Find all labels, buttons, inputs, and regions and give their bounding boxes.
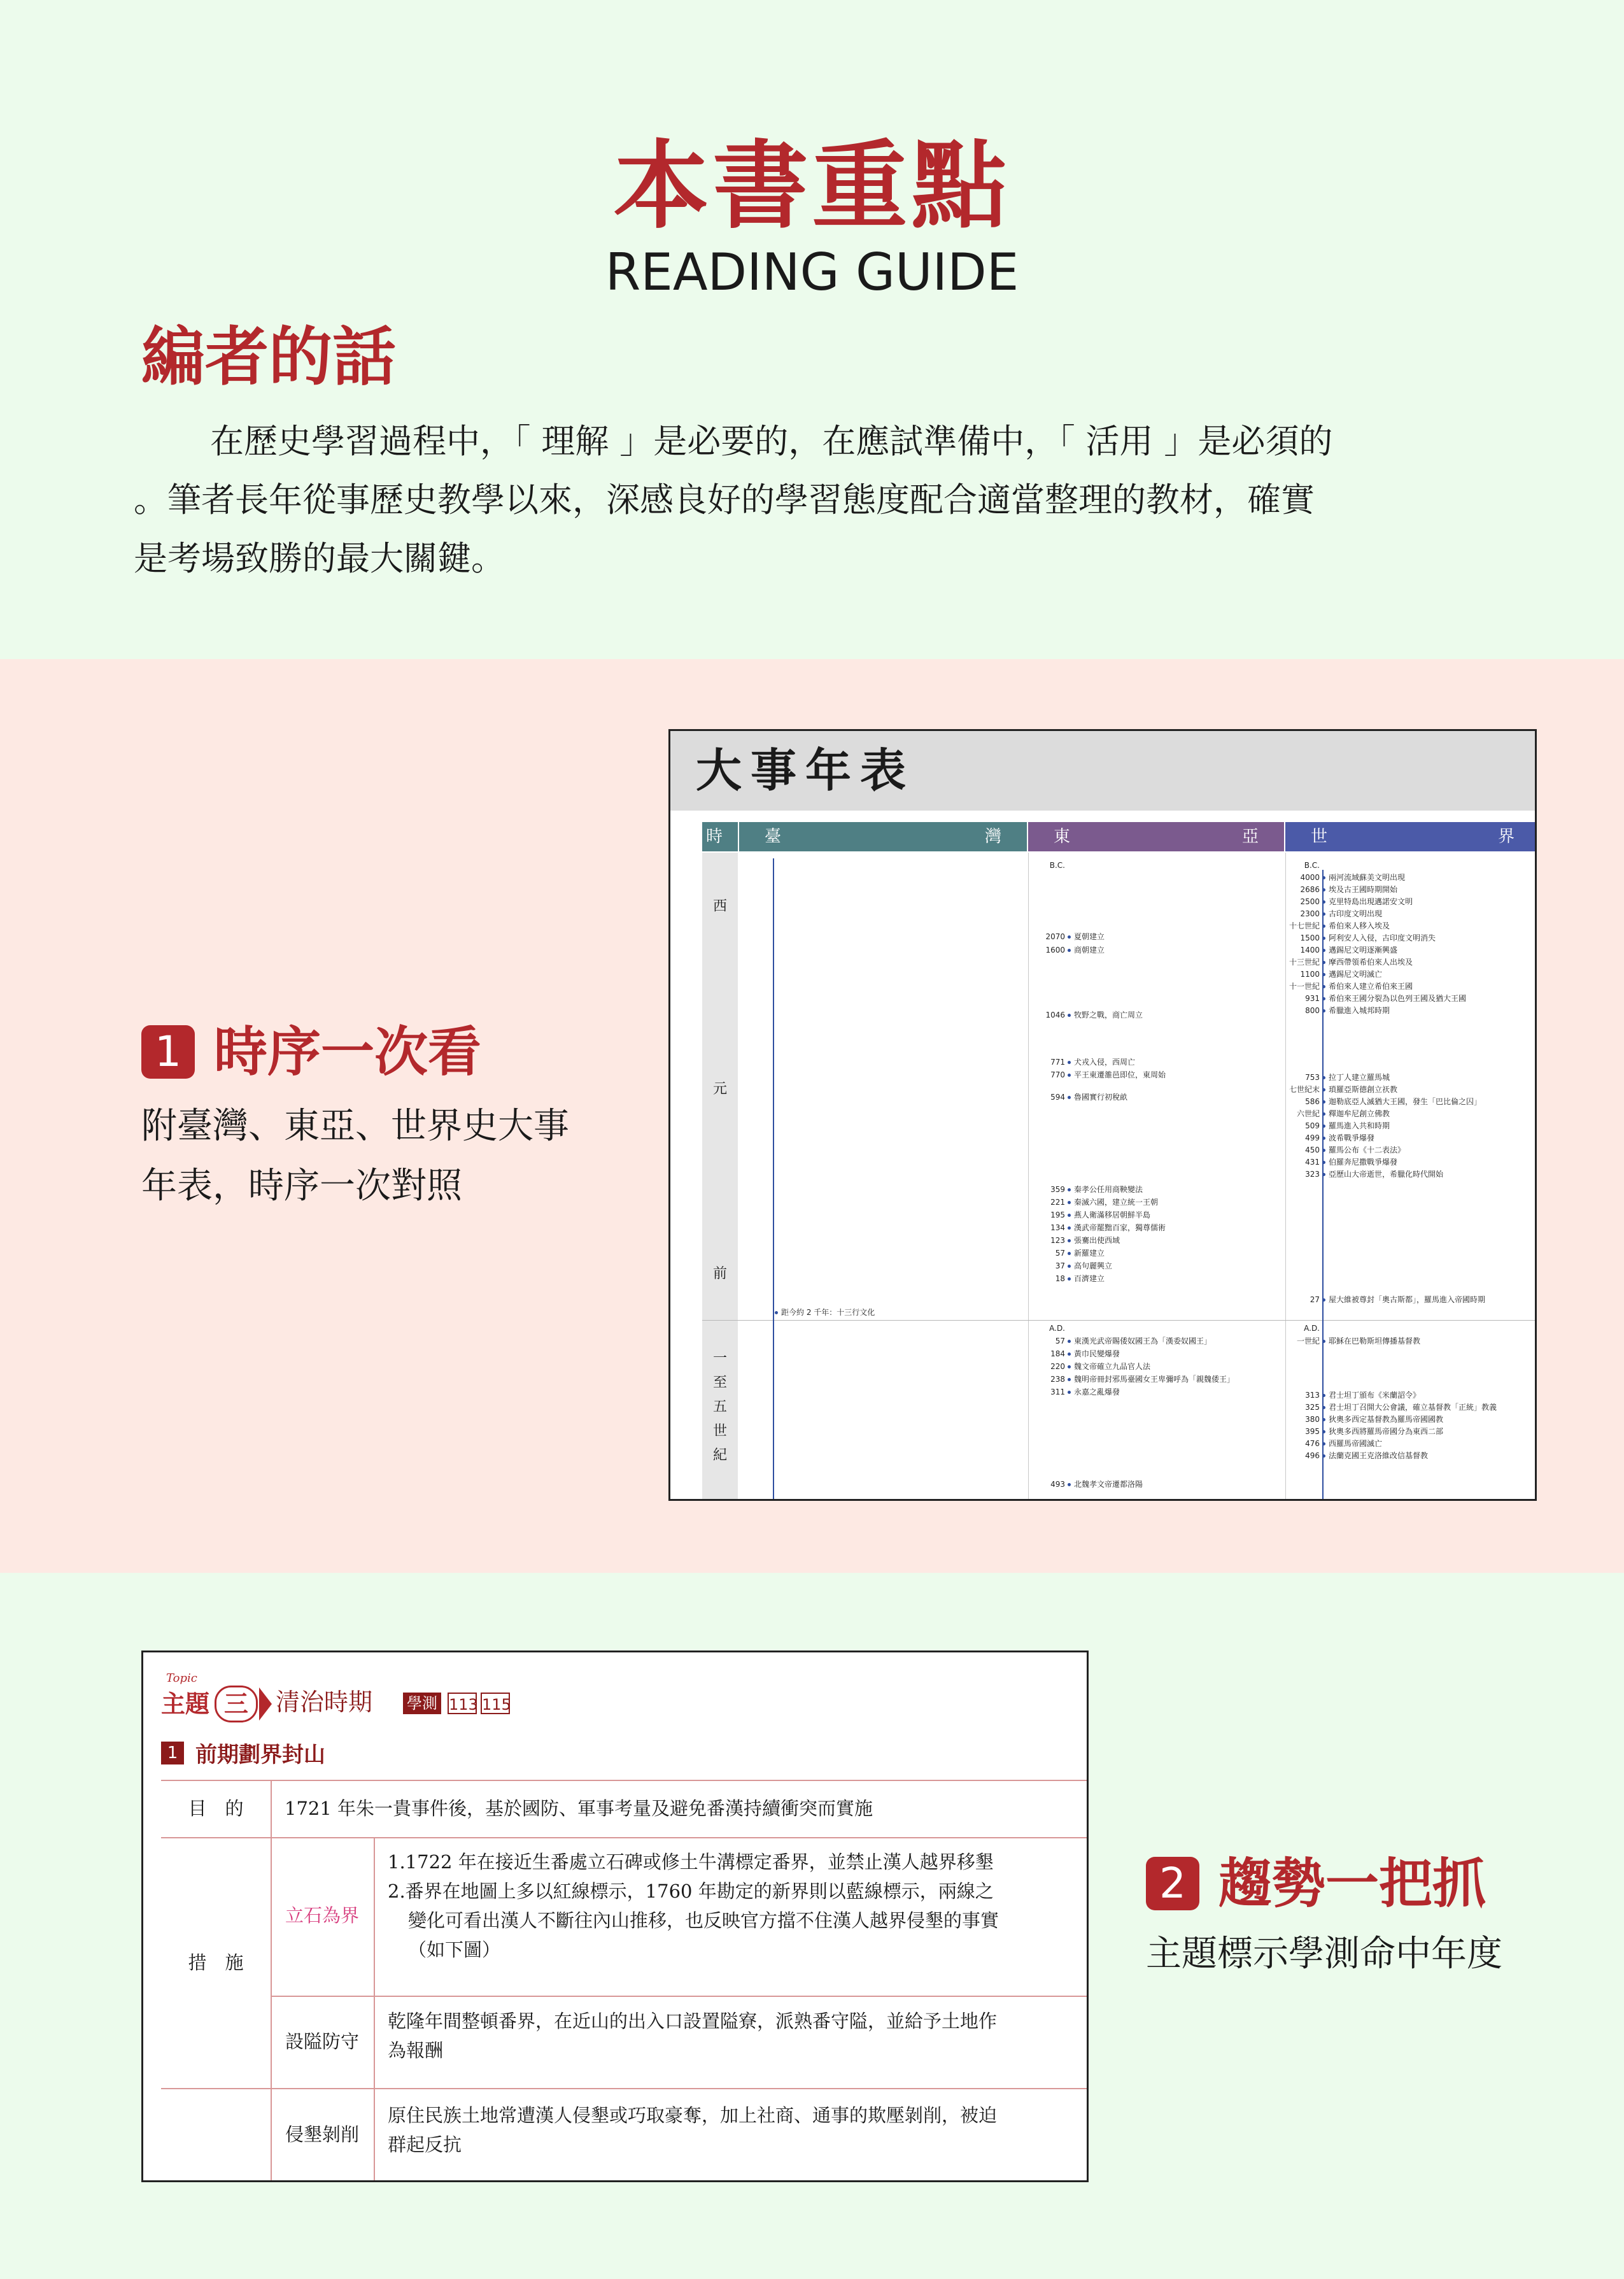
event-text: 秦孝公任用商鞅變法 [1074,1185,1143,1194]
row-head-purpose: 目 的 [188,1798,244,1819]
timeline-preview [668,729,1537,1501]
sub-text-encroach [388,2101,1082,2159]
event-marker-icon [1068,1483,1071,1486]
event-text: 張騫出使西域 [1074,1236,1120,1245]
event-text: 魏文帝確立九品官人法 [1074,1362,1151,1371]
timeline-event [1256,1121,1390,1131]
timeline-event [1256,1133,1374,1143]
event-marker-icon [1322,900,1325,904]
timeline-event [1001,1248,1105,1258]
table-rule [161,2088,1089,2089]
event-text: 迦勒底亞人滅猶大王國，發生「巴比倫之囚」 [1329,1097,1482,1106]
event-text: 魏明帝冊封邪馬臺國女王卑彌呼為「親魏倭王」 [1074,1375,1235,1384]
column-header-time [702,822,738,851]
topic-label-prefix: 主題 [161,1689,210,1718]
timeline-event [1256,1097,1481,1107]
event-year: 57 [1055,1337,1065,1345]
timeline-event [1256,1390,1420,1400]
event-text: 犬戎入侵，西周亡 [1074,1058,1136,1067]
event-text: 魯國實行初稅畝 [1074,1093,1128,1102]
timeline-event [1001,1374,1234,1384]
event-text: 克里特島出現邁諾安文明 [1329,897,1413,906]
event-year: 134 [1050,1223,1065,1232]
event-marker-icon [1068,1340,1071,1343]
timeline-event [1001,1349,1120,1359]
timeline-event [1001,1235,1120,1246]
section-title: 前期劃界封山 [195,1742,325,1768]
event-marker-icon [1322,1454,1325,1458]
taiwan-timeline-line [773,858,774,1501]
event-marker-icon [1322,937,1325,940]
column-header-world [1285,822,1537,851]
row-head-measures: 措 施 [188,1952,244,1973]
event-year: 594 [1050,1093,1065,1102]
feature-1-desc-line: 附臺灣、東亞、世界史大事 [141,1105,569,1147]
event-marker-icon [1068,1074,1071,1077]
event-text: 羅馬公布《十二表法》 [1329,1146,1406,1154]
editor-heading: 編者的話 [141,319,396,394]
event-marker-icon [1322,973,1325,976]
event-marker-icon [1068,1201,1071,1204]
column-header-taiwan [739,822,1027,851]
era-char: 紀 [712,1447,727,1463]
era-char: 世 [712,1423,727,1439]
feature-2-description: 主題標示學測命中年度 [1146,1933,1502,1975]
timeline-event [1001,1010,1143,1020]
event-marker-icon [1068,1014,1071,1017]
event-year: 37 [1055,1261,1065,1270]
sub-text-line: 變化可看出漢人不斷往內山推移，也反映官方擋不住漢人越界侵墾的事實 [408,1910,999,1931]
exam-tag: 學測 [403,1693,441,1714]
event-year: 238 [1050,1375,1065,1384]
event-marker-icon [1068,1252,1071,1255]
event-year: 2500 [1300,897,1320,906]
timeline-event [1001,932,1105,942]
timeline-event [1256,1402,1497,1412]
event-year: 770 [1050,1070,1065,1079]
timeline-event [1256,957,1413,967]
event-year: A.D. [1304,1324,1320,1333]
event-year: 221 [1050,1198,1065,1207]
timeline-event [1256,1084,1397,1095]
event-marker-icon [1322,1406,1325,1409]
event-text: 拉丁人建立羅馬城 [1329,1073,1390,1082]
timeline-event [1001,1184,1143,1195]
event-marker-icon [1068,1188,1071,1191]
timeline-event [1001,1336,1211,1346]
event-text: 平王東遷雒邑即位，東周始 [1074,1070,1166,1079]
event-year: 325 [1305,1403,1320,1412]
topic-small-label: Topic [166,1672,197,1685]
event-text: 漢武帝罷黜百家，獨尊儒術 [1074,1223,1166,1232]
timeline-event [1256,1072,1390,1083]
timeline-event [1256,909,1382,919]
sub-text-guard [388,2006,1082,2065]
editor-line: 在歷史學習過程中，「 理解 」是必要的，在應試準備中，「 活用 」是必須的 [210,422,1333,461]
event-marker-icon [1322,876,1325,879]
event-marker-icon [1068,949,1071,952]
event-marker-icon [1068,1239,1071,1242]
row-text-purpose: 1721 年朱一貴事件後，基於國防、軍事考量及避免番漢持續衝突而實施 [285,1798,873,1819]
event-marker-icon [1322,961,1325,964]
event-marker-icon [1068,1226,1071,1230]
event-marker-icon [1322,949,1325,952]
timeline-event [1001,945,1105,955]
event-marker-icon [1322,1009,1325,1012]
sub-text-line: 原住民族土地常遭漢人侵墾或巧取豪奪，加上社商、通事的欺壓剝削，被迫 [388,2105,998,2126]
era-char: 西 [712,898,727,914]
event-text: 北魏孝文帝遷都洛陽 [1074,1480,1143,1489]
event-year: 431 [1305,1158,1320,1167]
sub-text-line: （如下圖） [408,1939,501,1961]
timeline-event [1256,1109,1390,1119]
event-text: 秦滅六國，建立統一王朝 [1074,1198,1159,1207]
event-marker-icon [1322,925,1325,928]
event-year: 771 [1050,1058,1065,1067]
sub-text-line: 1.1722 年在接近生番處立石碑或修土牛溝標定番界，並禁止漢人越界移墾 [388,1851,994,1873]
timeline-event [1001,1261,1112,1271]
event-year: 753 [1305,1073,1320,1082]
timeline-event [1256,1438,1382,1449]
timeline-event [1001,1387,1120,1397]
event-marker-icon [1068,1365,1071,1368]
column-header-label: 界 [1497,827,1515,846]
event-text: 法蘭克國王克洛維改信基督教 [1329,1451,1429,1460]
timeline-event [1256,1451,1428,1461]
era-divider [702,1320,1537,1321]
event-text: 燕人衛滿移居朝鮮半島 [1074,1210,1151,1219]
event-year: 586 [1305,1097,1320,1106]
event-year: 359 [1050,1185,1065,1194]
column-header-label: 亞 [1241,827,1259,846]
event-text: 高句麗興立 [1074,1261,1113,1270]
event-year: 450 [1305,1146,1320,1154]
event-marker-icon [1068,1378,1071,1381]
timeline-event [1256,1295,1485,1305]
timeline-event [1256,1169,1443,1179]
event-text: 新羅建立 [1074,1249,1105,1258]
timeline-event [1256,1145,1405,1155]
feature-2-number-badge: 2 [1146,1857,1199,1910]
feature-2-heading [1146,1852,1486,1915]
editor-line: 。筆者長年從事歷史教學以來，深感良好的學習態度配合適當整理的教材，確實 [134,481,1315,520]
event-year: 十一世紀 [1289,982,1320,991]
feature-1-heading [141,1020,481,1084]
event-year: 311 [1050,1388,1065,1396]
event-marker-icon [1322,1418,1325,1421]
era-char: 五 [712,1399,727,1415]
event-marker-icon [1068,1061,1071,1064]
event-year: 380 [1305,1415,1320,1424]
event-text: 君士坦丁召開大公會議，確立基督教「正統」教義 [1329,1403,1497,1412]
column-header-label: 東 [1054,827,1071,846]
event-text: 波希戰爭爆發 [1329,1133,1375,1142]
event-text: 君士坦丁頒布《米蘭詔令》 [1329,1391,1421,1400]
event-marker-icon [1068,1277,1071,1281]
table-rule [374,1837,375,2182]
event-marker-icon [1322,1394,1325,1397]
event-text: 狄奧多西定基督教為羅馬帝國國教 [1329,1415,1444,1424]
event-marker-icon [1068,1352,1071,1356]
event-year: 2070 [1045,932,1065,941]
event-marker-icon [1322,997,1325,1000]
sub-text-boundary [388,1847,1082,1964]
event-marker-icon [1322,1173,1325,1176]
event-year: 1500 [1300,934,1320,942]
event-marker-icon [1322,912,1325,916]
event-year: 931 [1305,994,1320,1003]
event-year: 800 [1305,1006,1320,1015]
event-marker-icon [1322,1340,1325,1343]
editor-paragraph [134,413,1490,588]
event-year: 1100 [1300,970,1320,979]
topic-preview [141,1651,1089,2182]
event-text: 伯羅奔尼撒戰爭爆發 [1329,1158,1398,1167]
event-year: 476 [1305,1439,1320,1448]
event-text: 夏朝建立 [1074,932,1105,941]
era-char: 元 [712,1081,727,1097]
timeline-event [1001,1092,1127,1102]
event-text: 西羅馬帝國滅亡 [1329,1439,1383,1448]
event-year: 18 [1055,1274,1065,1283]
timeline-event [1001,1361,1150,1372]
timeline-event [1256,1323,1320,1333]
event-text: 摩西帶領希伯來人出埃及 [1329,958,1413,967]
event-marker-icon [1322,1112,1325,1116]
sub-text-line: 群起反抗 [388,2134,462,2155]
page-subtitle: READING GUIDE [605,243,1019,302]
feature-1-desc-line: 年表，時序一次對照 [141,1165,462,1207]
sub-text-line: 2.番界在地圖上多以紅線標示，1760 年勘定的新界則以藍線標示，兩線之 [388,1880,994,1902]
column-header-label: 世 [1311,827,1328,846]
event-marker-icon [1322,1298,1325,1302]
event-text: 商朝建立 [1074,946,1105,955]
feature-2-title: 趨勢一把抓 [1218,1852,1486,1915]
timeline-event [1256,872,1405,883]
page-title: 本書重點 [613,131,1011,242]
event-year: 123 [1050,1236,1065,1245]
timeline-event [1256,921,1390,931]
event-marker-icon [1322,985,1325,988]
timeline-event [1001,1057,1135,1067]
event-text: 古印度文明出現 [1329,909,1383,918]
event-marker-icon [1322,1430,1325,1433]
event-marker-icon [775,1311,778,1314]
event-year: 十三世紀 [1289,958,1320,967]
event-year: 七世紀末 [1289,1085,1320,1094]
event-year: 十七世紀 [1289,921,1320,930]
event-text: 距今約 2 千年：十三行文化 [781,1308,875,1317]
event-text: 耶穌在巴勒斯坦傳播基督教 [1329,1337,1421,1345]
event-marker-icon [1322,1149,1325,1152]
event-text: 釋迦牟尼創立佛教 [1329,1109,1390,1118]
timeline-event [1256,1414,1443,1424]
event-marker-icon [1322,1088,1325,1091]
event-year: B.C. [1304,861,1320,870]
event-marker-icon [1322,1076,1325,1079]
timeline-event [1256,1426,1443,1437]
column-header-label: 臺 [765,827,782,846]
event-text: 瑣羅亞斯德創立祆教 [1329,1085,1398,1094]
sub-label-boundary: 立石為界 [285,1905,359,1926]
event-year: 493 [1050,1480,1065,1489]
event-year: 六世紀 [1296,1109,1320,1118]
event-year: 57 [1055,1249,1065,1258]
timeline-event [1256,1005,1390,1016]
era-char: 前 [712,1266,727,1282]
sub-text-line: 乾隆年間整頓番界，在近山的出入口設置隘寮，派熟番守隘，並給予土地作 [388,2010,998,2032]
sub-text-line: 為報酬 [388,2040,444,2061]
exam-year-tag: 115 [481,1693,510,1714]
event-marker-icon [1068,1096,1071,1099]
event-marker-icon [1322,1442,1325,1445]
event-text: 黃巾民變爆發 [1074,1349,1120,1358]
event-text: 羅馬進入共和時期 [1329,1121,1390,1130]
event-year: 509 [1305,1121,1320,1130]
exam-year-tag: 113 [448,1693,477,1714]
event-year: A.D. [1049,1324,1065,1333]
timeline-event [1256,945,1397,955]
timeline-event [1256,993,1466,1004]
event-marker-icon [1068,1391,1071,1394]
feature-1-description [141,1097,569,1216]
era-char: 一 [712,1351,727,1367]
event-text: 邁錫尼文明滅亡 [1329,970,1383,979]
topic-label [161,1686,272,1722]
timeline-event [1256,897,1413,907]
editor-line: 是考場致勝的最大關鍵。 [134,539,505,578]
event-text: 亞歷山大帝逝世，希臘化時代開始 [1329,1170,1444,1179]
event-year: 2300 [1300,909,1320,918]
event-text: 東漢光武帝賜倭奴國王為「漢委奴國王」 [1074,1337,1212,1345]
event-year: 4000 [1300,873,1320,882]
event-year: 1046 [1045,1011,1065,1019]
event-text: 狄奧多西將羅馬帝國分為東西二部 [1329,1427,1444,1436]
event-text: 希伯來人移入埃及 [1329,921,1390,930]
event-marker-icon [1322,888,1325,891]
timeline-event [1256,860,1320,870]
timeline-event [1001,1197,1158,1207]
timeline-event [1256,969,1382,979]
event-year: 2686 [1300,885,1320,894]
timeline-event [1256,1157,1397,1167]
timeline-event [1256,1336,1420,1346]
event-year: 184 [1050,1349,1065,1358]
timeline-event [1001,1274,1105,1284]
event-year: 323 [1305,1170,1320,1179]
event-year: 313 [1305,1391,1320,1400]
column-header-label: 時 [706,827,723,846]
event-year: 395 [1305,1427,1320,1436]
table-rule [161,1837,1089,1838]
era-char: 至 [712,1375,727,1391]
timeline-event [759,1307,875,1317]
event-text: 希臘進入城邦時期 [1329,1006,1390,1015]
event-year: 496 [1305,1451,1320,1460]
event-marker-icon [1322,1137,1325,1140]
timeline-title: 大事年表 [696,743,915,797]
event-marker-icon [1068,935,1071,939]
event-text: 邁錫尼文明逐漸興盛 [1329,946,1398,955]
event-text: 牧野之戰，商亡周立 [1074,1011,1143,1019]
timeline-event [1001,1323,1065,1333]
event-text: 希伯來人建立希伯來王國 [1329,982,1413,991]
column-header-label: 灣 [984,827,1001,846]
table-rule [161,1780,1089,1781]
event-text: 永嘉之亂爆發 [1074,1388,1120,1396]
event-year: 499 [1305,1133,1320,1142]
timeline-event [1001,1070,1166,1080]
event-text: 阿利安人入侵，古印度文明消失 [1329,934,1436,942]
event-marker-icon [1322,1100,1325,1104]
feature-1-number-badge: 1 [141,1025,195,1079]
sub-label-guard: 設隘防守 [285,2031,359,2052]
timeline-event [1001,860,1065,870]
timeline-event [1001,1479,1143,1489]
event-text: 兩河流域蘇美文明出現 [1329,873,1406,882]
event-text: 屋大維被尊封「奧古斯都」，羅馬進入帝國時期 [1329,1295,1486,1304]
event-marker-icon [1322,1125,1325,1128]
timeline-event [1256,981,1413,991]
event-text: 百濟建立 [1074,1274,1105,1283]
event-text: 希伯來王國分裂為以色列王國及猶大王國 [1329,994,1467,1003]
event-year: 27 [1310,1295,1320,1304]
timeline-event [1001,1223,1166,1233]
timeline-event [1001,1210,1150,1220]
table-rule [271,1996,1089,1997]
event-year: 1600 [1045,946,1065,955]
event-year: 一世紀 [1296,1337,1320,1345]
event-year: 195 [1050,1210,1065,1219]
timeline-event [1256,933,1436,943]
section-number: 1 [161,1742,184,1764]
section-heading [161,1737,325,1768]
feature-1-title: 時序一次看 [214,1020,482,1083]
sub-label-encroach: 侵墾剝削 [285,2124,359,2145]
event-year: 1400 [1300,946,1320,955]
event-year: B.C. [1049,861,1065,870]
timeline-event [1256,884,1397,895]
event-text: 埃及古王國時期開始 [1329,885,1398,894]
event-marker-icon [1068,1265,1071,1268]
event-marker-icon [1322,1161,1325,1164]
event-marker-icon [1068,1214,1071,1217]
event-year: 220 [1050,1362,1065,1371]
column-header-east-asia [1028,822,1284,851]
topic-title: 清治時期 [276,1688,373,1716]
topic-label-number: 三 [215,1686,258,1722]
topic-label-arrow-icon [259,1687,272,1721]
